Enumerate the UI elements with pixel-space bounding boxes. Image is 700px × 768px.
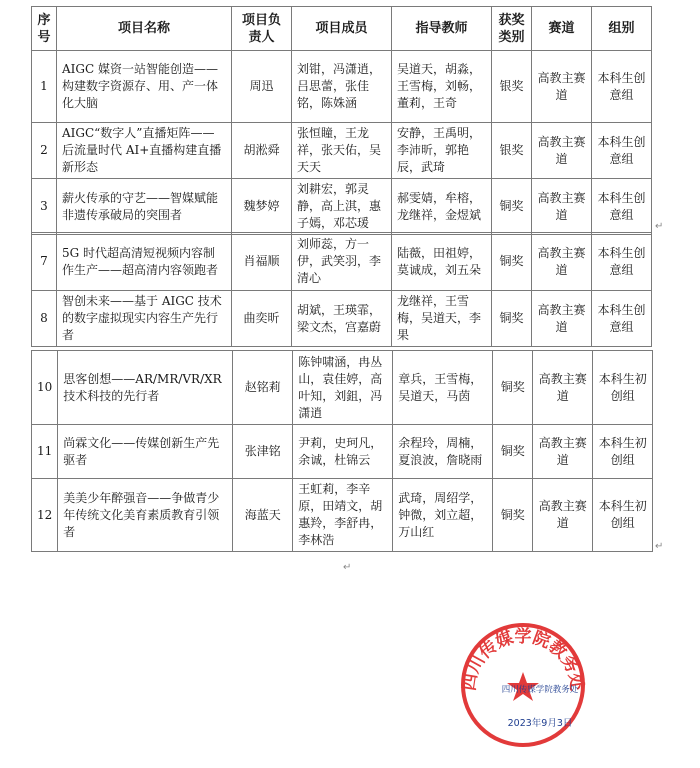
row-track: 高教主赛道 bbox=[532, 233, 592, 291]
row-advisors: 郝雯婧，牟榕，龙继祥，金煜斌 bbox=[392, 179, 492, 235]
row-leader: 曲奕昕 bbox=[232, 291, 292, 347]
row-no: 2 bbox=[32, 123, 57, 179]
row-leader: 魏梦婷 bbox=[232, 179, 292, 235]
row-group: 本科生初创组 bbox=[593, 479, 653, 552]
row-leader: 周迅 bbox=[232, 51, 292, 123]
row-members: 刘师蕊，方一伊，武笑羽，李清心 bbox=[292, 233, 392, 291]
row-no: 7 bbox=[32, 233, 57, 291]
row-advisors: 安静，王禹明，李沛昕，郭艳辰，武琦 bbox=[392, 123, 492, 179]
row-group: 本科生初创组 bbox=[593, 425, 653, 479]
paragraph-mark: ↵ bbox=[655, 541, 664, 552]
header-project-name: 项目名称 bbox=[57, 7, 232, 51]
row-project-name: 思客创想——AR/MR/VR/XR 技术科技的先行者 bbox=[58, 351, 233, 425]
header-members: 项目成员 bbox=[292, 7, 392, 51]
table-row bbox=[32, 425, 653, 479]
header-no: 序号 bbox=[32, 7, 57, 51]
row-project-name: 尚霖文化——传媒创新生产先驱者 bbox=[58, 425, 233, 479]
table-row bbox=[32, 123, 652, 179]
row-award: 银奖 bbox=[492, 51, 532, 123]
row-no: 3 bbox=[32, 179, 57, 235]
row-award: 铜奖 bbox=[492, 233, 532, 291]
table-header-row bbox=[32, 7, 652, 51]
row-track: 高教主赛道 bbox=[533, 479, 593, 552]
row-advisors: 吴道天，胡淼，王雪梅，刘畅，董莉，王奇 bbox=[392, 51, 492, 123]
row-award: 铜奖 bbox=[493, 425, 533, 479]
seal-date: 2023年9月3日 bbox=[507, 718, 573, 729]
row-award: 铜奖 bbox=[493, 351, 533, 425]
row-no: 11 bbox=[32, 425, 58, 479]
row-advisors: 章兵，王雪梅，吴道天，马茵 bbox=[393, 351, 493, 425]
table-row bbox=[32, 179, 652, 235]
table-row bbox=[32, 51, 652, 123]
row-group: 本科生创意组 bbox=[592, 233, 652, 291]
row-members: 陈钟啸涵，冉丛山，袁佳婷，高叶知，刘鉏，冯潇逍 bbox=[293, 351, 393, 425]
row-group: 本科生创意组 bbox=[592, 179, 652, 235]
row-project-name: AIGC“数字人”直播矩阵——后流量时代 AI+直播构建直播新形态 bbox=[57, 123, 232, 179]
row-award: 银奖 bbox=[492, 123, 532, 179]
header-advisors: 指导教师 bbox=[392, 7, 492, 51]
row-project-name: 美美少年醉强音——争做青少年传统文化美育素质教育引领者 bbox=[58, 479, 233, 552]
row-project-name: AIGC 媒资一站智能创造——构建数字资源存、用、产一体化大脑 bbox=[57, 51, 232, 123]
header-leader: 项目负责人 bbox=[232, 7, 292, 51]
seal-center-text: 四川传媒学院教务处 bbox=[501, 685, 579, 695]
header-track: 赛道 bbox=[532, 7, 592, 51]
row-leader: 张津铭 bbox=[233, 425, 293, 479]
row-no: 8 bbox=[32, 291, 57, 347]
row-advisors: 武琦，周绍学，钟微，刘立超，万山红 bbox=[393, 479, 493, 552]
table-row bbox=[32, 351, 653, 425]
row-track: 高教主赛道 bbox=[532, 179, 592, 235]
row-group: 本科生创意组 bbox=[592, 291, 652, 347]
row-leader: 海蓝天 bbox=[233, 479, 293, 552]
awards-table-part-3 bbox=[31, 350, 653, 552]
row-leader: 胡淞舜 bbox=[232, 123, 292, 179]
row-members: 王虹莉，李辛原，田靖文，胡惠羚，李舒冉，李林浩 bbox=[293, 479, 393, 552]
row-track: 高教主赛道 bbox=[533, 425, 593, 479]
row-members: 尹莉，史珂凡，余诚，杜锦云 bbox=[293, 425, 393, 479]
row-group: 本科生创意组 bbox=[592, 123, 652, 179]
row-group: 本科生初创组 bbox=[593, 351, 653, 425]
row-members: 张恒瞳，王龙祥，张天佑，吴天天 bbox=[292, 123, 392, 179]
row-advisors: 龙继祥，王雪梅，吴道天，李果 bbox=[392, 291, 492, 347]
paragraph-mark: ↵ bbox=[343, 562, 352, 573]
row-track: 高教主赛道 bbox=[532, 123, 592, 179]
row-award: 铜奖 bbox=[492, 179, 532, 235]
row-project-name: 5G 时代超高清短视频内容制作生产——超高清内容领跑者 bbox=[57, 233, 232, 291]
row-advisors: 陆薇，田祖婷，莫诚成，刘五朵 bbox=[392, 233, 492, 291]
row-track: 高教主赛道 bbox=[533, 351, 593, 425]
row-project-name: 智创未来——基于 AIGC 技术的数字虚拟现实内容生产先行者 bbox=[57, 291, 232, 347]
paragraph-mark: ↵ bbox=[655, 221, 664, 232]
row-leader: 肖福顺 bbox=[232, 233, 292, 291]
row-group: 本科生创意组 bbox=[592, 51, 652, 123]
row-track: 高教主赛道 bbox=[532, 291, 592, 347]
awards-table-part-1 bbox=[31, 6, 652, 235]
row-members: 胡斌，王瑛霏，梁文杰，宫嘉蔚 bbox=[292, 291, 392, 347]
row-advisors: 余程玲，周楠，夏浪波，詹晓雨 bbox=[393, 425, 493, 479]
row-no: 12 bbox=[32, 479, 58, 552]
row-track: 高教主赛道 bbox=[532, 51, 592, 123]
row-project-name: 薪火传承的守艺——智媒赋能非遗传承破局的突围者 bbox=[57, 179, 232, 235]
table-row bbox=[32, 291, 652, 347]
header-award: 获奖类别 bbox=[492, 7, 532, 51]
row-leader: 赵铭莉 bbox=[233, 351, 293, 425]
row-award: 铜奖 bbox=[493, 479, 533, 552]
row-no: 10 bbox=[32, 351, 58, 425]
table-row bbox=[32, 233, 652, 291]
awards-table-part-2 bbox=[31, 232, 652, 347]
row-award: 铜奖 bbox=[492, 291, 532, 347]
row-members: 刘耕宏，郭灵静，高上淇，惠子嫣，邓芯瑗 bbox=[292, 179, 392, 235]
row-no: 1 bbox=[32, 51, 57, 123]
official-seal bbox=[458, 620, 588, 750]
seal-ring-text: 四川传媒学院教务处 bbox=[459, 627, 587, 692]
row-members: 刘钳，冯潇逍，吕思蕾，张佳铭，陈姝涵 bbox=[292, 51, 392, 123]
table-row bbox=[32, 479, 653, 552]
header-group: 组别 bbox=[592, 7, 652, 51]
